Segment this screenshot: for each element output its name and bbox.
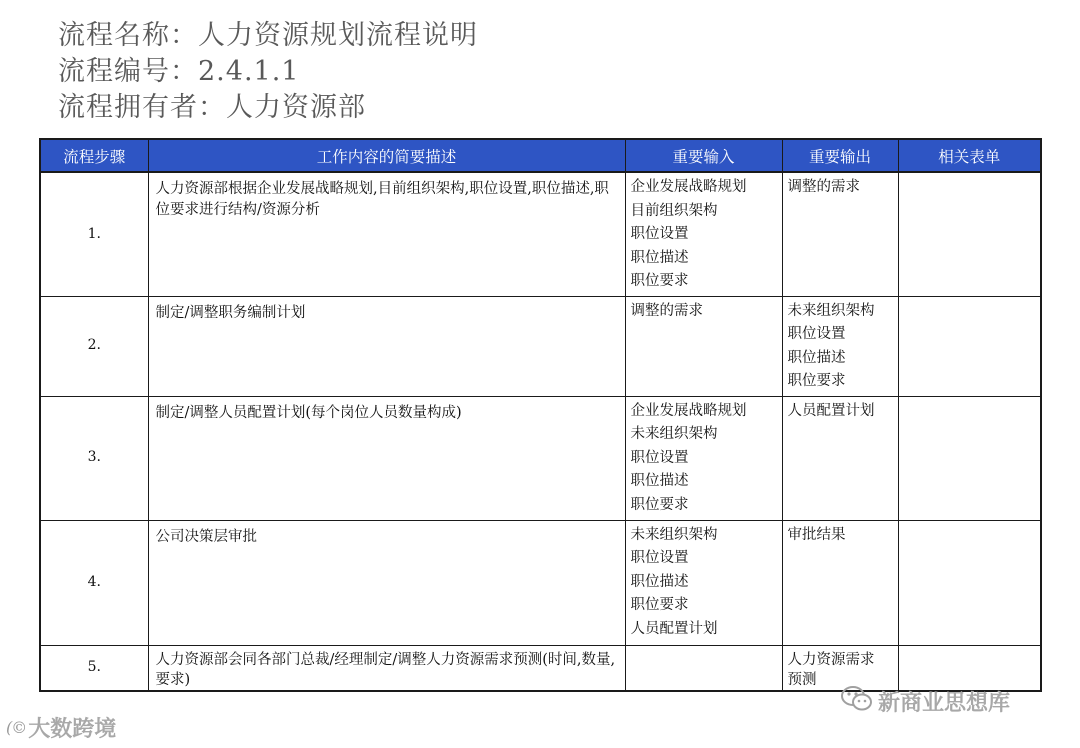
step-outputs: [782, 296, 898, 396]
step-inputs: [625, 396, 782, 520]
step-inputs: [625, 520, 782, 645]
output-item: 职位要求: [787, 373, 846, 389]
input-item: 企业发展战略规划: [630, 179, 747, 195]
watermark-left: [6, 712, 116, 742]
step-forms: [898, 520, 1041, 645]
process-number: 流程编号：2.4.1.1: [58, 56, 300, 87]
wechat-icon: [840, 685, 874, 717]
watermark-left-text: 大数跨境: [28, 716, 117, 742]
header-step: 流程步骤: [40, 139, 148, 172]
input-item: 职位设置: [630, 449, 689, 466]
table-row: [40, 396, 1041, 520]
step-outputs: [782, 396, 898, 520]
step-outputs: [782, 172, 898, 296]
watermark-right: [840, 684, 1010, 718]
output-item: 调整的需求: [787, 179, 860, 195]
output-item: 审批结果: [787, 526, 846, 543]
process-name: 流程名称：人力资源规划流程说明: [58, 20, 478, 51]
table-row: [40, 172, 1041, 296]
input-item: 目前组织架构: [630, 202, 718, 219]
output-item: 人力资源需求: [787, 651, 875, 668]
input-item: 人员配置计划: [630, 620, 718, 637]
step-number: 3.: [40, 396, 148, 520]
table-row: [40, 520, 1041, 645]
step-description: 制定/调整职务编制计划: [148, 296, 625, 396]
step-inputs: [625, 645, 782, 691]
output-item: 职位描述: [787, 349, 846, 366]
step-number: 1.: [40, 172, 148, 296]
header-inputs: 重要输入: [625, 139, 782, 172]
step-description: 人力资源部会同各部门总裁/经理制定/调整人力资源需求预测(时间,数量,要求): [148, 645, 625, 691]
input-item: 职位描述: [630, 573, 689, 590]
process-heading: [58, 18, 478, 126]
table-header-row: [40, 139, 1041, 172]
input-item: 职位要求: [630, 496, 689, 513]
input-item: 未来组织架构: [630, 426, 718, 442]
input-item: 职位设置: [630, 550, 689, 566]
watermark-logo: (©: [6, 717, 27, 737]
output-item: 人员配置计划: [787, 402, 875, 419]
output-item: 未来组织架构: [787, 302, 875, 319]
input-item: 调整的需求: [630, 302, 703, 319]
step-forms: [898, 296, 1041, 396]
input-item: 职位要求: [630, 273, 689, 289]
input-item: 职位要求: [630, 597, 689, 613]
step-forms: [898, 172, 1041, 296]
input-item: 企业发展战略规划: [630, 402, 747, 419]
header-forms: 相关表单: [898, 139, 1041, 172]
step-number: 5.: [40, 645, 148, 691]
step-inputs: [625, 172, 782, 296]
table-row: [40, 296, 1041, 396]
step-description: 人力资源部根据企业发展战略规划,目前组织架构,职位设置,职位描述,职位要求进行结构/资源分析: [148, 172, 625, 296]
input-item: 未来组织架构: [630, 526, 718, 543]
step-description: 公司决策层审批: [148, 520, 625, 645]
watermark-right-text: 新商业思想库: [878, 690, 1011, 716]
step-description: 制定/调整人员配置计划(每个岗位人员数量构成): [148, 396, 625, 520]
step-number: 2.: [40, 296, 148, 396]
step-inputs: [625, 296, 782, 396]
output-item: 职位设置: [787, 326, 846, 342]
header-description: 工作内容的简要描述: [148, 139, 625, 172]
step-outputs: [782, 520, 898, 645]
process-table: [39, 138, 1042, 692]
input-item: 职位设置: [630, 226, 689, 242]
input-item: 职位描述: [630, 249, 689, 266]
step-forms: [898, 396, 1041, 520]
output-item: 预测: [787, 671, 817, 688]
input-item: 职位描述: [630, 473, 689, 489]
step-number: 4.: [40, 520, 148, 645]
process-owner: 流程拥有者：人力资源部: [58, 92, 366, 123]
header-outputs: 重要输出: [782, 139, 898, 172]
